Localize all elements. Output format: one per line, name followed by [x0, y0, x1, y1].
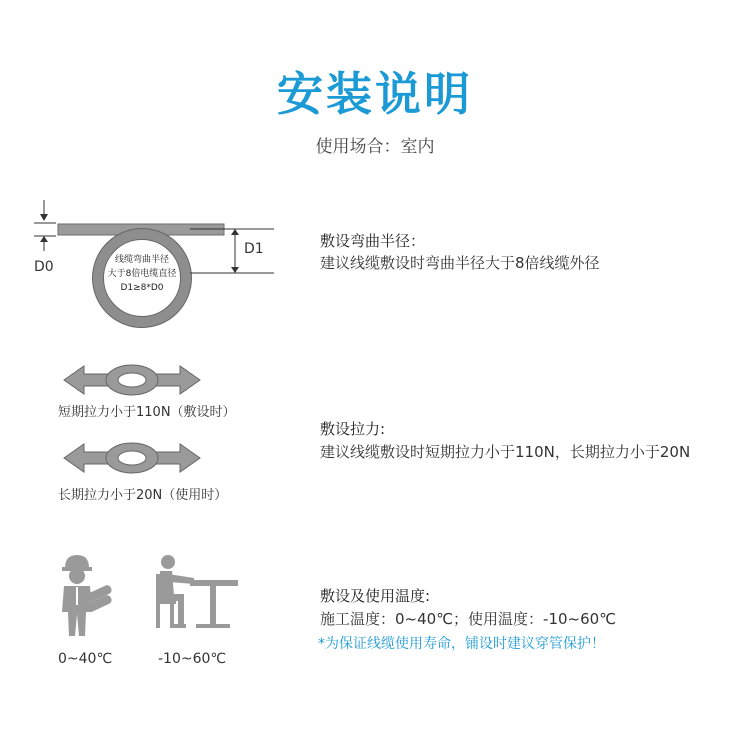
protection-note: *为保证线缆使用寿命，铺设时建议穿管保护！ [318, 636, 605, 652]
person-at-table-icon [152, 552, 242, 632]
ring-text-line1: 线缆弯曲半径 [114, 255, 169, 265]
d1-top-arrowhead [231, 229, 239, 235]
d0-label: D0 [34, 259, 54, 275]
worker-caption: 0~40℃ [58, 651, 113, 667]
ring-text-line2: 大于8倍电缆直径 [107, 269, 177, 279]
sitting-caption: -10~60℃ [158, 651, 227, 667]
d0-top-arrowhead [40, 214, 48, 221]
long-tension-arrow [62, 440, 202, 476]
double-arrow-long-icon [62, 440, 202, 476]
tension-description: 建议线缆敷设时短期拉力小于110N，长期拉力小于20N [320, 443, 691, 461]
construction-worker-icon [58, 552, 118, 638]
page-subtitle: 使用场合：室内 [315, 137, 435, 157]
d1-label: D1 [244, 241, 264, 257]
page-title: 安装说明 [277, 67, 473, 121]
ring-text-line3: D1≥8*D0 [120, 283, 164, 293]
bending-heading: 敷设弯曲半径： [320, 232, 426, 250]
temperature-heading: 敷设及使用温度: [320, 587, 431, 605]
tension-heading: 敷设拉力: [320, 420, 386, 438]
temperature-description: 施工温度：0~40℃；使用温度：-10~60℃ [320, 610, 617, 628]
d1-bottom-arrowhead [231, 267, 239, 273]
worker-figure [58, 552, 118, 638]
short-tension-caption: 短期拉力小于110N（敷设时） [58, 405, 236, 420]
long-tension-caption: 长期拉力小于20N（使用时） [58, 488, 228, 503]
bending-description: 建议线缆敷设时弯曲半径大于8倍线缆外径 [320, 254, 600, 272]
double-arrow-short-icon [62, 362, 202, 398]
sitting-figure [152, 552, 242, 632]
d0-bottom-arrowhead [40, 236, 48, 242]
short-tension-arrow [62, 362, 202, 398]
